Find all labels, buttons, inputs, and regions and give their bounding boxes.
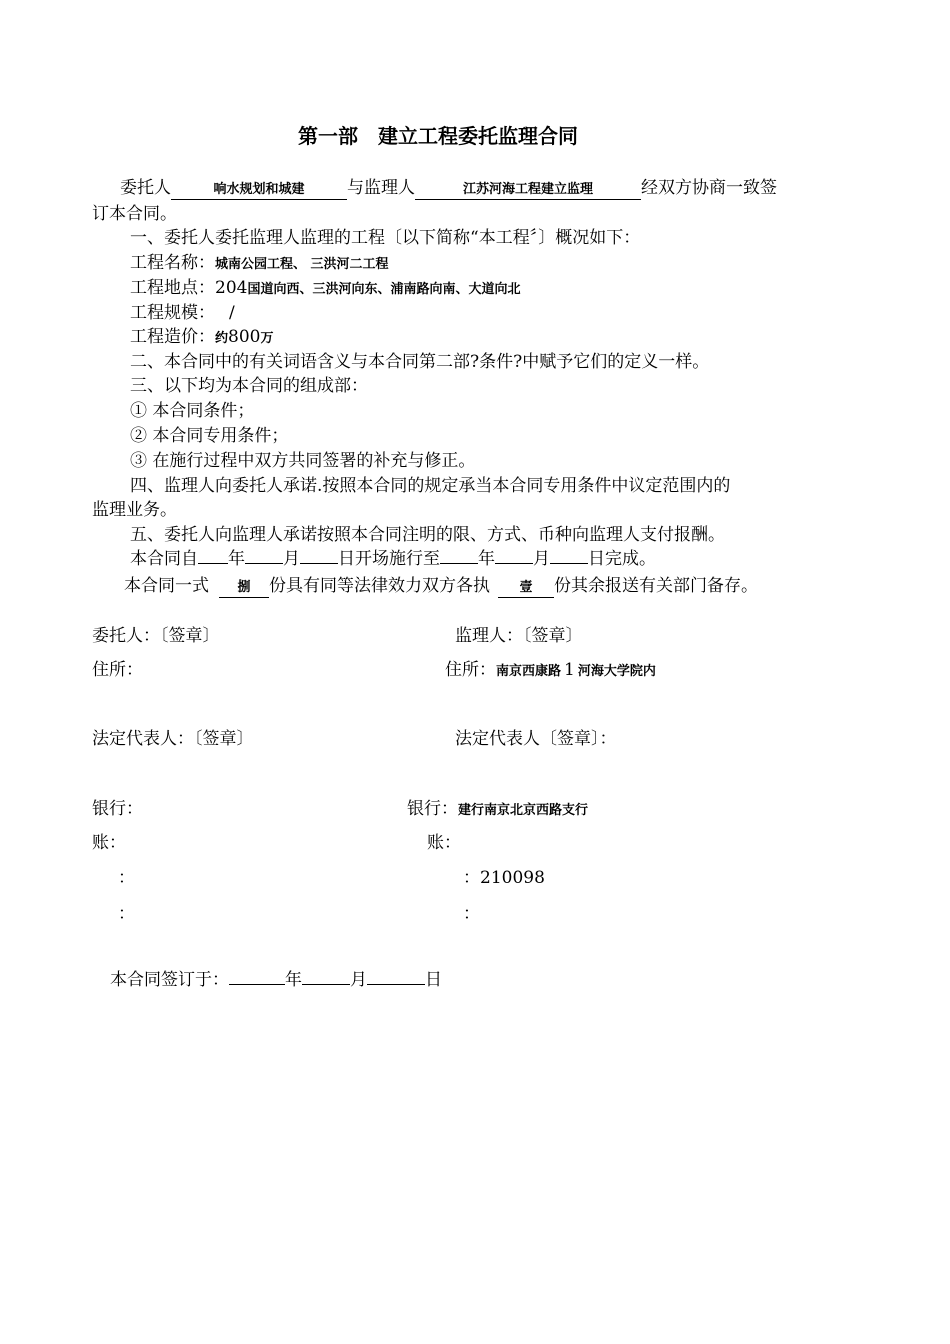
year-label: 年 <box>478 549 495 569</box>
client-account-label: 账： <box>92 833 126 853</box>
signed-date <box>110 968 442 992</box>
project-cost-label: 工程造价： <box>130 327 215 347</box>
supervisor-address <box>445 658 656 684</box>
client-bank-label: 银行： <box>92 799 143 819</box>
project-site-label: 工程地点： <box>130 278 215 298</box>
project-cost-prefix: 约 <box>215 331 229 346</box>
supervisor-address-label: 住所： <box>445 660 496 680</box>
clause-4-line-2: 监理业务。 <box>92 500 177 520</box>
page-title: 第一部 建立工程委托监理合同 <box>298 124 578 148</box>
intro-prefix: 委托人 <box>120 178 171 198</box>
intro-suffix: 经双方协商一致签 <box>641 178 777 198</box>
copies-line <box>124 574 758 598</box>
copies-prefix: 本合同一式 <box>124 576 209 596</box>
supervisor-bank-value: 建行南京北京西路支行 <box>458 803 589 818</box>
period-suffix: 日完成。 <box>588 549 656 569</box>
clause-4-line-1: 四、监理人向委托人承诺.按照本合同的规定承当本合同专用条件中议定范围内的 <box>130 476 731 496</box>
year-label: 年 <box>228 549 245 569</box>
supervisor-field-colon: ： <box>463 904 480 924</box>
project-scale-label: 工程规模： <box>130 303 215 323</box>
year-label: 年 <box>285 970 302 990</box>
supervisor-account-label: 账： <box>427 833 461 853</box>
start-year-blank <box>198 547 228 564</box>
project-site-num: 204 <box>215 278 248 298</box>
signed-month-blank <box>302 968 350 985</box>
intro-mid: 与监理人 <box>347 178 415 198</box>
project-cost-suffix: 万 <box>260 331 274 346</box>
end-day-blank <box>550 547 588 564</box>
total-copies: 捌 <box>219 579 269 598</box>
period-prefix: 本合同自 <box>130 549 198 569</box>
start-day-blank <box>300 547 338 564</box>
month-label: 月 <box>283 549 300 569</box>
client-rep-label: 法定代表人：〔签章〕 <box>92 729 254 749</box>
intro-line-2: 订本合同。 <box>92 204 177 224</box>
clause-2: 二、本合同中的有关词语含义与本合同第二部?条件?中赋予它们的定义一样。 <box>130 352 710 372</box>
client-field-colon: ： <box>118 904 135 924</box>
project-site-row <box>130 276 520 302</box>
intro-line-1 <box>120 176 777 200</box>
client-name: 响水规划和城建 <box>171 181 347 200</box>
project-scale-row <box>130 301 235 325</box>
list-item: ② 本合同专用条件； <box>130 426 289 446</box>
client-sign-label: 委托人：〔签章〕 <box>92 626 220 646</box>
client-address-label: 住所： <box>92 660 143 680</box>
clause-3: 三、以下均为本合同的组成部： <box>130 376 368 396</box>
copies-suffix: 份其余报送有关部门备存。 <box>554 576 758 596</box>
project-name-label: 工程名称： <box>130 253 215 273</box>
supervisor-postcode: ：210098 <box>463 868 545 888</box>
project-name-row <box>130 251 389 277</box>
each-party-copies: 壹 <box>498 579 554 598</box>
supervisor-address-num: 1 <box>564 660 575 680</box>
start-month-blank <box>245 547 283 564</box>
list-item: ① 本合同条件； <box>130 401 255 421</box>
month-label: 月 <box>533 549 550 569</box>
project-cost-row <box>130 325 273 351</box>
client-field-colon: ： <box>118 868 135 888</box>
clause-5: 五、委托人向监理人承诺按照本合同注明的限、方式、币种向监理人支付报酬。 <box>130 525 725 545</box>
supervisor-address-value: 南京西康路 <box>496 664 562 679</box>
supervisor-bank-label: 银行： <box>407 799 458 819</box>
supervisor-rep-label: 法定代表人〔签章〕： <box>455 729 617 749</box>
signed-day-blank <box>367 968 425 985</box>
project-site-value: 国道向西、三洪河向东、浦南路向南、大道向北 <box>247 282 521 297</box>
list-item: ③ 在施行过程中双方共同签署的补充与修正。 <box>130 451 476 471</box>
supervisor-bank <box>407 797 588 823</box>
end-year-blank <box>440 547 478 564</box>
project-name-value: 城南公园工程、 三洪河二工程 <box>215 257 389 272</box>
clause-1: 一、委托人委托监理人监理的工程〔以下简称“本工程〞〕概况如下： <box>130 228 641 248</box>
period-mid: 日开场施行至 <box>338 549 440 569</box>
supervisor-name: 江苏河海工程建立监理 <box>415 181 641 200</box>
end-month-blank <box>495 547 533 564</box>
signed-date-label: 本合同签订于： <box>110 970 229 990</box>
day-label: 日 <box>425 970 442 990</box>
signed-year-blank <box>229 968 285 985</box>
project-scale-value: / <box>229 303 235 323</box>
month-label: 月 <box>350 970 367 990</box>
copies-mid: 份具有同等法律效力双方各执 <box>269 576 490 596</box>
project-cost-num: 800 <box>228 327 261 347</box>
contract-period <box>130 547 656 571</box>
supervisor-address-value-2: 河海大学院内 <box>577 664 656 679</box>
supervisor-sign-label: 监理人：〔签章〕 <box>455 626 583 646</box>
